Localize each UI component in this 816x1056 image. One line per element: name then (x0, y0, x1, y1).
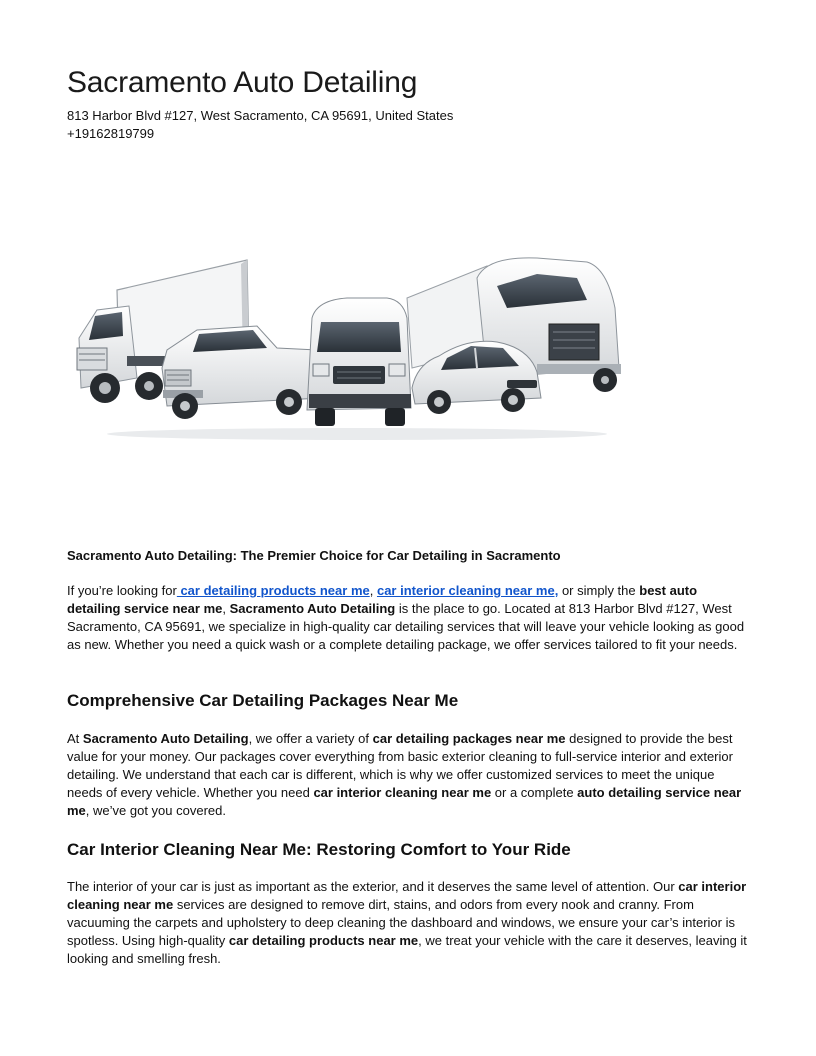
section-emphasis: car interior cleaning near me (313, 785, 492, 800)
intro-emphasis: Sacramento Auto Detailing (229, 601, 396, 616)
page-title: Sacramento Auto Detailing (67, 66, 418, 99)
section-text: , we’ve got you covered. (85, 803, 226, 818)
interior-paragraph (67, 878, 751, 968)
section-emphasis: car detailing products near me (228, 933, 419, 948)
business-contact (67, 107, 453, 143)
car-detailing-products-link[interactable]: car detailing products near me (176, 583, 370, 598)
intro-paragraph (67, 582, 751, 654)
business-address: 813 Harbor Blvd #127, West Sacramento, CA 95691, United States (67, 108, 454, 123)
section-text: or a complete (491, 785, 578, 800)
intro-text: is the place to go. Located at 813 Harbor Blvd #127, West Sacramento, CA 95691, we specialize in high-quality car detailing services that will leave your vehicle looking as good as new. Whether you need a quick wash or a complete detailing package, we offer services tailored to fit your needs. (67, 601, 745, 652)
intro-heading: Sacramento Auto Detailing: The Premier Choice for Car Detailing in Sacramento (67, 548, 561, 563)
packages-paragraph (67, 730, 751, 820)
pickup-truck (162, 326, 322, 419)
section-text: , we treat your vehicle with the care it deserves, leaving it looking and smelling fresh. (67, 933, 747, 966)
section-text: The interior of your car is just as important as the exterior, and it deserves the same level of attention. Our (67, 879, 679, 894)
intro-text: or simply the (558, 583, 640, 598)
intro-text: , (369, 583, 377, 598)
intro-text: , (222, 601, 230, 616)
car-interior-cleaning-link[interactable]: car interior cleaning near me, (376, 583, 559, 598)
section-emphasis: car interior cleaning near me (67, 879, 747, 912)
section-text: At (67, 731, 83, 746)
section-emphasis: auto detailing service near me (67, 785, 742, 818)
section-text: services are designed to remove dirt, stains, and odors from every nook and cranny. From vacuuming the carpets and upholstery to deep cleaning the dashboard and windows, we ensure your car’s interior is spotless. Using high-quality (67, 897, 735, 948)
section-heading-interior: Car Interior Cleaning Near Me: Restoring Comfort to Your Ride (67, 840, 571, 859)
business-phone: +19162819799 (67, 126, 155, 141)
section-emphasis: Sacramento Auto Detailing (82, 731, 249, 746)
section-text: , we offer a variety of (248, 731, 373, 746)
section-heading-packages: Comprehensive Car Detailing Packages Near Me (67, 691, 459, 710)
intro-emphasis: best auto detailing service near me (67, 583, 698, 616)
cargo-van (307, 298, 411, 426)
section-emphasis: car detailing packages near me (372, 731, 566, 746)
section-text: designed to provide the best value for your money. Our packages cover everything from basic exterior cleaning to full-service interior and exterior detailing. We understand that each car is different, which is why we offer customized services to meet the unique needs of every vehicle. Whether you need (67, 731, 733, 800)
intro-text: If you’re looking for (67, 583, 177, 598)
vehicle-fleet-illustration (67, 238, 627, 448)
